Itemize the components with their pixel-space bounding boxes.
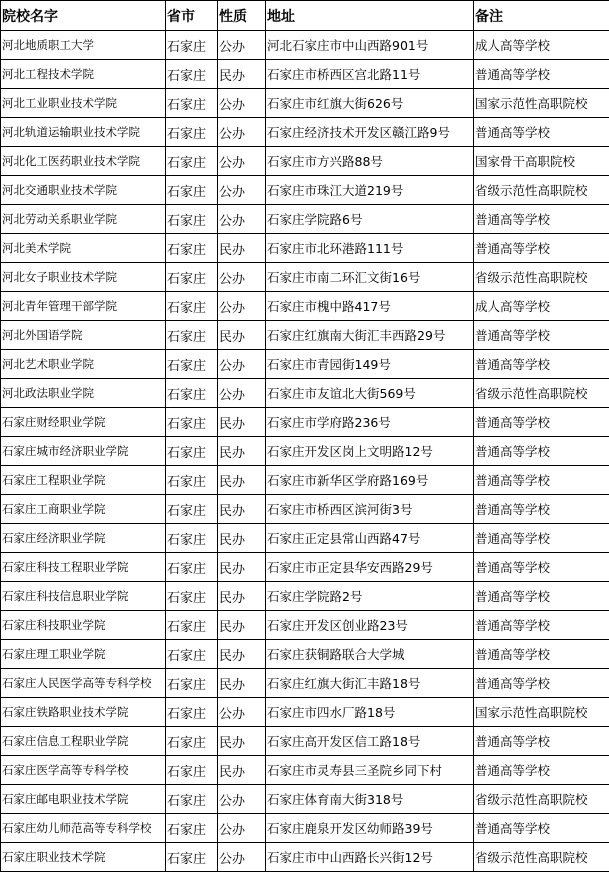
address-cell: 石家庄开发区岗上文明路12号 [266,437,474,466]
city-cell: 石家庄 [166,379,218,408]
remark-cell: 普通高等学校 [474,727,609,756]
address-cell: 石家庄市南二环汇文街16号 [266,263,474,292]
city-cell: 石家庄 [166,408,218,437]
table-body [1,31,609,872]
city-cell: 石家庄 [166,263,218,292]
school-name-cell: 河北工业职业技术学院 [1,89,166,118]
address-cell: 石家庄获铜路联合大学城 [266,640,474,669]
table-row [1,379,609,408]
city-cell: 石家庄 [166,669,218,698]
address-cell: 石家庄市槐中路417号 [266,292,474,321]
address-cell: 石家庄市新华区学府路169号 [266,466,474,495]
type-cell: 民办 [218,524,266,553]
table-row [1,234,609,263]
type-cell: 民办 [218,756,266,785]
remark-cell: 普通高等学校 [474,640,609,669]
header-name: 院校名字 [1,1,166,31]
school-name-cell: 河北地质职工大学 [1,31,166,60]
remark-cell: 普通高等学校 [474,582,609,611]
type-cell: 民办 [218,60,266,89]
city-cell: 石家庄 [166,60,218,89]
school-name-cell: 石家庄科技工程职业学院 [1,553,166,582]
school-name-cell: 石家庄理工职业学院 [1,640,166,669]
type-cell: 公办 [218,814,266,843]
table-row [1,553,609,582]
table-row [1,263,609,292]
school-name-cell: 石家庄幼儿师范高等专科学校 [1,814,166,843]
type-cell: 公办 [218,205,266,234]
address-cell: 河北石家庄市中山西路901号 [266,31,474,60]
school-name-cell: 河北轨道运输职业技术学院 [1,118,166,147]
school-name-cell: 石家庄职业技术学院 [1,843,166,872]
address-cell: 石家庄学院路6号 [266,205,474,234]
school-name-cell: 河北政法职业学院 [1,379,166,408]
header-address: 地址 [266,1,474,31]
city-cell: 石家庄 [166,89,218,118]
school-name-cell: 石家庄邮电职业技术学院 [1,785,166,814]
city-cell: 石家庄 [166,843,218,872]
type-cell: 民办 [218,321,266,350]
table-row [1,698,609,727]
table-row [1,727,609,756]
city-cell: 石家庄 [166,611,218,640]
remark-cell: 普通高等学校 [474,234,609,263]
type-cell: 公办 [218,147,266,176]
city-cell: 石家庄 [166,466,218,495]
school-name-cell: 河北化工医药职业技术学院 [1,147,166,176]
city-cell: 石家庄 [166,118,218,147]
table-row [1,524,609,553]
remark-cell: 普通高等学校 [474,118,609,147]
school-name-cell: 石家庄工商职业学院 [1,495,166,524]
address-cell: 石家庄红旗南大街汇丰西路29号 [266,321,474,350]
remark-cell: 省级示范性高职院校 [474,263,609,292]
type-cell: 公办 [218,89,266,118]
table-row [1,176,609,205]
remark-cell: 普通高等学校 [474,756,609,785]
remark-cell: 普通高等学校 [474,495,609,524]
city-cell: 石家庄 [166,553,218,582]
school-name-cell: 河北美术学院 [1,234,166,263]
remark-cell: 普通高等学校 [474,408,609,437]
city-cell: 石家庄 [166,727,218,756]
table-row [1,466,609,495]
city-cell: 石家庄 [166,350,218,379]
city-cell: 石家庄 [166,205,218,234]
city-cell: 石家庄 [166,785,218,814]
address-cell: 石家庄市北环港路111号 [266,234,474,263]
remark-cell: 省级示范性高职院校 [474,785,609,814]
address-cell: 石家庄鹿泉开发区幼师路39号 [266,814,474,843]
address-cell: 石家庄市中山西路长兴街12号 [266,843,474,872]
table-row [1,147,609,176]
address-cell: 石家庄体育南大街318号 [266,785,474,814]
remark-cell: 普通高等学校 [474,814,609,843]
type-cell: 公办 [218,379,266,408]
school-name-cell: 河北交通职业技术学院 [1,176,166,205]
address-cell: 石家庄学院路2号 [266,582,474,611]
type-cell: 公办 [218,785,266,814]
type-cell: 民办 [218,553,266,582]
city-cell: 石家庄 [166,147,218,176]
address-cell: 石家庄市四水厂路18号 [266,698,474,727]
address-cell: 石家庄高开发区信工路18号 [266,727,474,756]
city-cell: 石家庄 [166,292,218,321]
remark-cell: 普通高等学校 [474,205,609,234]
remark-cell: 国家示范性高职院校 [474,89,609,118]
header-city: 省市 [166,1,218,31]
table-row [1,321,609,350]
remark-cell: 国家示范性高职院校 [474,698,609,727]
city-cell: 石家庄 [166,31,218,60]
school-name-cell: 石家庄工程职业学院 [1,466,166,495]
school-name-cell: 石家庄信息工程职业学院 [1,727,166,756]
address-cell: 石家庄市红旗大街626号 [266,89,474,118]
address-cell: 石家庄经济技术开发区赣江路9号 [266,118,474,147]
header-type: 性质 [218,1,266,31]
city-cell: 石家庄 [166,176,218,205]
remark-cell: 普通高等学校 [474,524,609,553]
city-cell: 石家庄 [166,524,218,553]
city-cell: 石家庄 [166,756,218,785]
table-row [1,843,609,872]
address-cell: 石家庄红旗大街汇丰路18号 [266,669,474,698]
city-cell: 石家庄 [166,495,218,524]
header-remark: 备注 [474,1,609,31]
type-cell: 民办 [218,408,266,437]
table-row [1,205,609,234]
city-cell: 石家庄 [166,234,218,263]
type-cell: 公办 [218,350,266,379]
city-cell: 石家庄 [166,814,218,843]
remark-cell: 省级示范性高职院校 [474,843,609,872]
type-cell: 民办 [218,727,266,756]
remark-cell: 成人高等学校 [474,292,609,321]
table-row [1,582,609,611]
table-row [1,350,609,379]
school-name-cell: 河北艺术职业学院 [1,350,166,379]
city-cell: 石家庄 [166,437,218,466]
school-name-cell: 石家庄城市经济职业学院 [1,437,166,466]
type-cell: 民办 [218,437,266,466]
remark-cell: 普通高等学校 [474,466,609,495]
city-cell: 石家庄 [166,582,218,611]
school-name-cell: 石家庄铁路职业技术学院 [1,698,166,727]
address-cell: 石家庄开发区创业路23号 [266,611,474,640]
school-name-cell: 石家庄经济职业学院 [1,524,166,553]
header-row [1,1,609,31]
table-row [1,118,609,147]
table-row [1,89,609,118]
school-name-cell: 河北女子职业技术学院 [1,263,166,292]
type-cell: 公办 [218,843,266,872]
remark-cell: 省级示范性高职院校 [474,379,609,408]
address-cell: 石家庄市方兴路88号 [266,147,474,176]
table-row [1,669,609,698]
type-cell: 公办 [218,292,266,321]
address-cell: 石家庄市珠江大道219号 [266,176,474,205]
type-cell: 公办 [218,176,266,205]
type-cell: 民办 [218,611,266,640]
table-header [1,1,609,31]
city-cell: 石家庄 [166,698,218,727]
remark-cell: 普通高等学校 [474,60,609,89]
remark-cell: 普通高等学校 [474,669,609,698]
address-cell: 石家庄市正定县华安西路29号 [266,553,474,582]
table-row [1,756,609,785]
type-cell: 民办 [218,466,266,495]
table-row [1,292,609,321]
table-row [1,437,609,466]
type-cell: 民办 [218,495,266,524]
school-name-cell: 石家庄人民医学高等专科学校 [1,669,166,698]
type-cell: 公办 [218,698,266,727]
school-name-cell: 河北工程技术学院 [1,60,166,89]
address-cell: 石家庄市友谊北大街569号 [266,379,474,408]
type-cell: 民办 [218,640,266,669]
city-cell: 石家庄 [166,640,218,669]
school-name-cell: 河北青年管理干部学院 [1,292,166,321]
city-cell: 石家庄 [166,321,218,350]
remark-cell: 普通高等学校 [474,437,609,466]
address-cell: 石家庄正定县常山西路47号 [266,524,474,553]
type-cell: 民办 [218,669,266,698]
table-row [1,408,609,437]
school-name-cell: 石家庄财经职业学院 [1,408,166,437]
remark-cell: 普通高等学校 [474,611,609,640]
school-name-cell: 石家庄科技信息职业学院 [1,582,166,611]
remark-cell: 省级示范性高职院校 [474,176,609,205]
remark-cell: 普通高等学校 [474,350,609,379]
table-row [1,611,609,640]
address-cell: 石家庄市桥西区滨河街3号 [266,495,474,524]
type-cell: 公办 [218,118,266,147]
address-cell: 石家庄市青园街149号 [266,350,474,379]
type-cell: 公办 [218,263,266,292]
remark-cell: 国家骨干高职院校 [474,147,609,176]
table-row [1,814,609,843]
school-name-cell: 河北劳动关系职业学院 [1,205,166,234]
school-name-cell: 石家庄医学高等专科学校 [1,756,166,785]
type-cell: 公办 [218,31,266,60]
type-cell: 民办 [218,234,266,263]
table-row [1,31,609,60]
school-name-cell: 河北外国语学院 [1,321,166,350]
type-cell: 民办 [218,582,266,611]
remark-cell: 普通高等学校 [474,553,609,582]
school-name-cell: 石家庄科技职业学院 [1,611,166,640]
address-cell: 石家庄市灵寿县三圣院乡同下村 [266,756,474,785]
table-row [1,495,609,524]
address-cell: 石家庄市学府路236号 [266,408,474,437]
table-row [1,785,609,814]
remark-cell: 普通高等学校 [474,321,609,350]
table-row [1,60,609,89]
address-cell: 石家庄市桥西区宫北路11号 [266,60,474,89]
table-row [1,640,609,669]
remark-cell: 成人高等学校 [474,31,609,60]
